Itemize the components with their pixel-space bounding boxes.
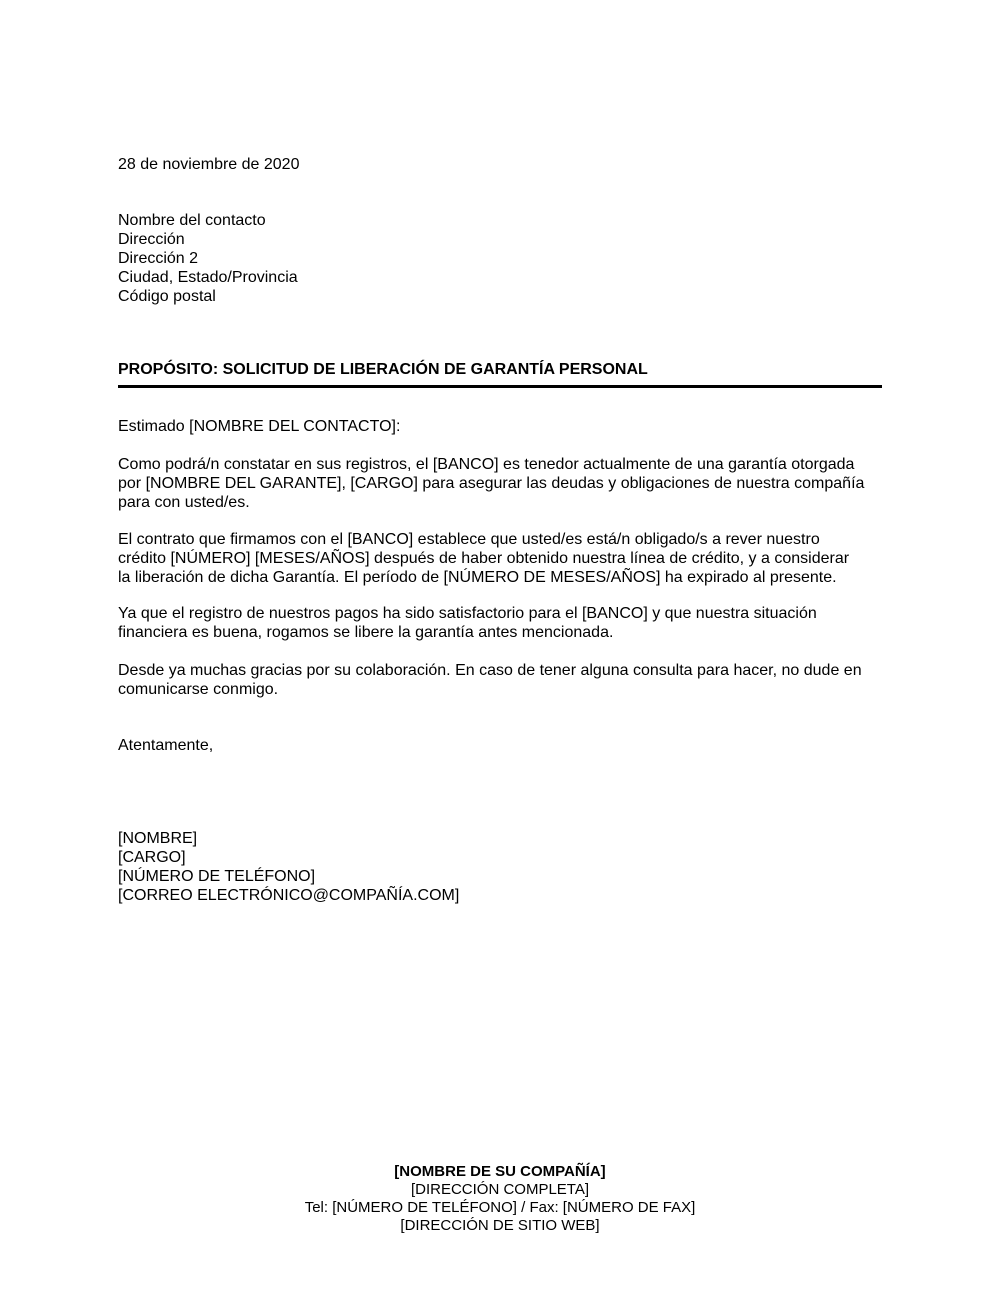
date-text: 28 de noviembre de 2020 xyxy=(118,156,300,173)
signer-phone: [NÚMERO DE TELÉFONO] xyxy=(118,868,316,885)
paragraph-line: El contrato que firmamos con el [BANCO] establece que usted/es está/n obligado/s a rever nuestro xyxy=(118,531,820,548)
body-paragraph-4 xyxy=(118,661,882,699)
purpose-text: PROPÓSITO: SOLICITUD DE LIBERACIÓN DE GARANTÍA PERSONAL xyxy=(118,361,648,378)
footer-website: [DIRECCIÓN DE SITIO WEB] xyxy=(400,1217,600,1234)
paragraph-line: Como podrá/n constatar en sus registros, el [BANCO] es tenedor actualmente de una garantía otorgada xyxy=(118,456,855,473)
signer-title: [CARGO] xyxy=(118,849,186,866)
paragraph-line: la liberación de dicha Garantía. El período de [NÚMERO DE MESES/AÑOS] ha expirado al presente. xyxy=(118,569,837,586)
letterhead-footer xyxy=(0,1163,1000,1235)
footer-address: [DIRECCIÓN COMPLETA] xyxy=(410,1181,590,1198)
paragraph-line: comunicarse conmigo. xyxy=(118,681,279,698)
body-paragraph-1 xyxy=(118,455,882,512)
recipient-address xyxy=(118,211,882,306)
signature-block xyxy=(118,829,882,905)
signer-email: [CORREO ELECTRÓNICO@COMPAÑÍA.COM] xyxy=(118,887,460,904)
salutation-text: Estimado [NOMBRE DEL CONTACTO]: xyxy=(118,418,401,435)
recipient-city-state: Ciudad, Estado/Provincia xyxy=(118,269,298,286)
recipient-address-line-2: Dirección 2 xyxy=(118,250,199,267)
paragraph-line: crédito [NÚMERO] [MESES/AÑOS] después de haber obtenido nuestra línea de crédito, y a considerar xyxy=(118,550,850,567)
heading-divider xyxy=(118,385,882,388)
paragraph-line: financiera es buena, rogamos se libere la garantía antes mencionada. xyxy=(118,624,614,641)
closing-text: Atentamente, xyxy=(118,737,214,754)
paragraph-line: para con usted/es. xyxy=(118,494,250,511)
salutation xyxy=(118,417,882,436)
body-paragraph-3 xyxy=(118,604,882,642)
recipient-name: Nombre del contacto xyxy=(118,212,266,229)
recipient-address-line-1: Dirección xyxy=(118,231,185,248)
footer-phone-fax: Tel: [NÚMERO DE TELÉFONO] / Fax: [NÚMERO DE FAX] xyxy=(304,1199,696,1216)
recipient-postal-code: Código postal xyxy=(118,288,216,305)
body-paragraph-2 xyxy=(118,530,882,587)
paragraph-line: por [NOMBRE DEL GARANTE], [CARGO] para asegurar las deudas y obligaciones de nuestra compañía xyxy=(118,475,865,492)
purpose-heading xyxy=(118,360,882,379)
closing xyxy=(118,736,882,755)
paragraph-line: Desde ya muchas gracias por su colaboración. En caso de tener alguna consulta para hacer, no dude en xyxy=(118,662,862,679)
footer-company-name: [NOMBRE DE SU COMPAÑÍA] xyxy=(394,1163,606,1180)
letter-date xyxy=(118,155,882,174)
paragraph-line: Ya que el registro de nuestros pagos ha sido satisfactorio para el [BANCO] y que nuestra situación xyxy=(118,605,817,622)
signer-name: [NOMBRE] xyxy=(118,830,198,847)
